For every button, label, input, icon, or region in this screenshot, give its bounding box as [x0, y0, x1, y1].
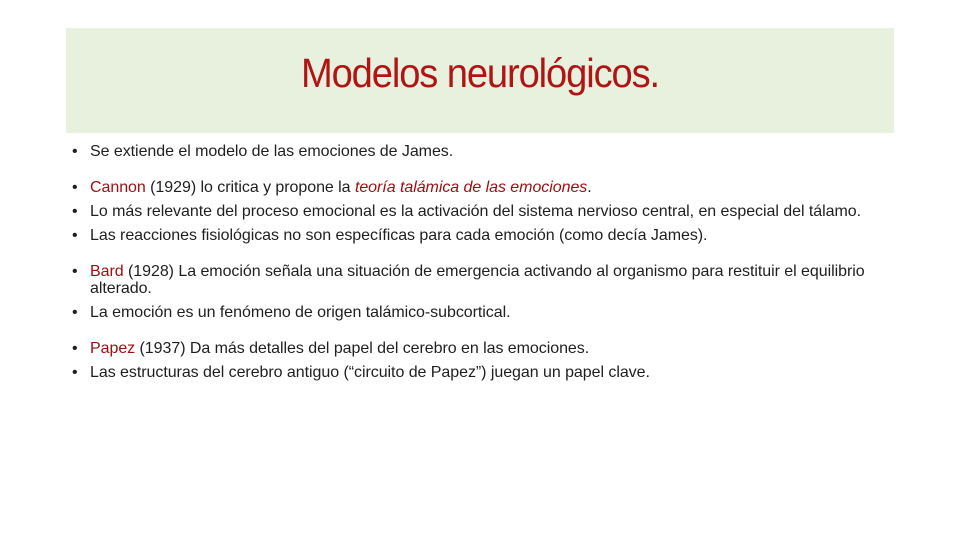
bullet-text: Las reacciones fisiológicas no son específicas para cada emoción (como decía James).	[90, 227, 708, 244]
bullet-item	[72, 203, 892, 220]
bullet-icon: •	[72, 143, 78, 160]
bullet-text: Lo más relevante del proceso emocional es la activación del sistema nervioso central, en especial del tálamo.	[90, 203, 861, 220]
bullet-item	[72, 340, 892, 357]
slide-title: Modelos neurológicos.	[300, 50, 660, 96]
bullet-item	[72, 143, 892, 160]
bullet-text: (1928) La emoción señala una situación de emergencia activando al organismo para restituir el equilibrio alterado.	[90, 263, 865, 297]
bullet-group-bard	[72, 263, 892, 321]
slide-content	[72, 143, 892, 381]
bullet-icon: •	[72, 179, 78, 196]
bullet-icon: •	[72, 227, 78, 244]
bullet-group-james	[72, 143, 892, 160]
title-band	[66, 28, 894, 133]
bullet-icon: •	[72, 364, 78, 381]
bullet-group-cannon	[72, 179, 892, 244]
bullet-item	[72, 179, 892, 196]
bullet-text: La emoción es un fenómeno de origen talámico-subcortical.	[90, 304, 511, 321]
author-name: Papez	[90, 340, 136, 357]
bullet-item	[72, 364, 892, 381]
bullet-text: Las estructuras del cerebro antiguo (“circuito de Papez”) juegan un papel clave.	[90, 364, 650, 381]
bullet-icon: •	[72, 340, 78, 357]
bullet-text: (1937) Da más detalles del papel del cerebro en las emociones.	[135, 340, 590, 357]
bullet-text: Se extiende el modelo de las emociones de James.	[90, 143, 454, 160]
bullet-item	[72, 263, 892, 297]
bullet-icon: •	[72, 203, 78, 220]
bullet-group-papez	[72, 340, 892, 381]
theory-name: teoría talámica de las emociones	[354, 179, 588, 196]
bullet-text-ending: .	[587, 179, 592, 196]
bullet-icon: •	[72, 304, 78, 321]
author-name: Bard	[90, 263, 124, 280]
bullet-item	[72, 227, 892, 244]
bullet-item	[72, 304, 892, 321]
bullet-text: (1929) lo critica y propone la	[145, 179, 355, 196]
bullet-icon: •	[72, 263, 78, 280]
author-name: Cannon	[90, 179, 146, 196]
